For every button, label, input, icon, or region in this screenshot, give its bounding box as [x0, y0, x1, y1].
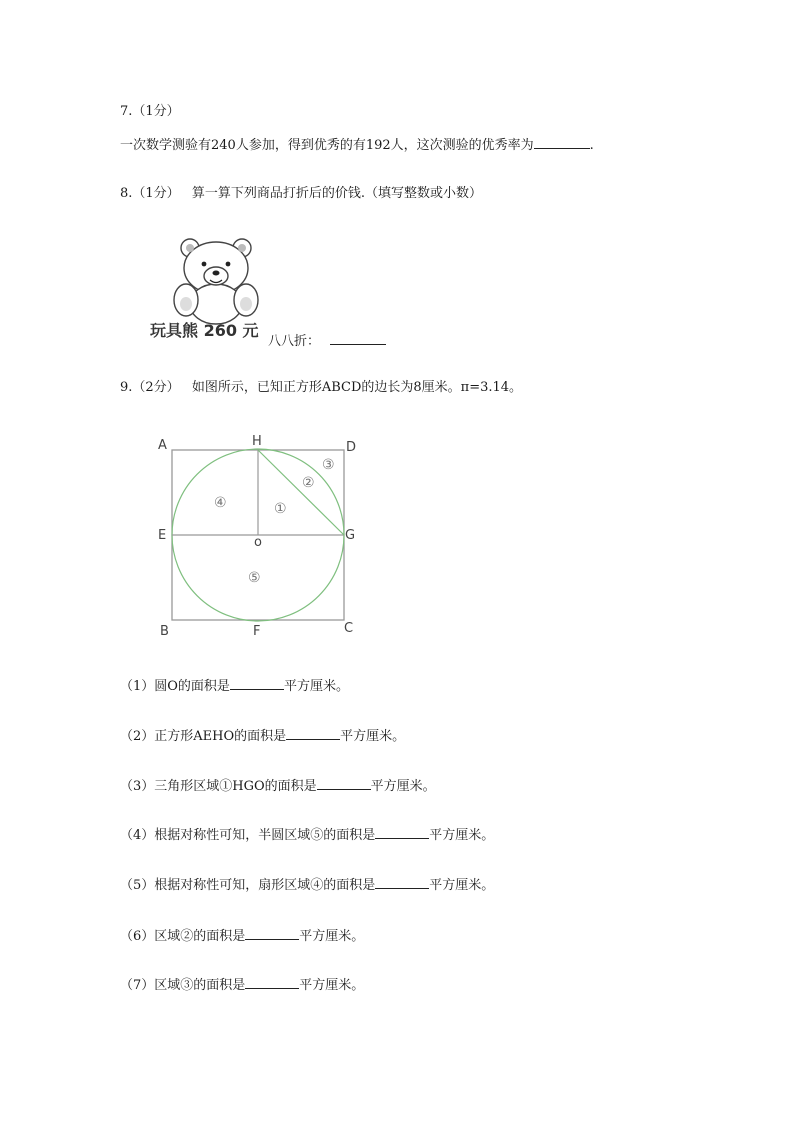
q8-discount — [268, 330, 386, 349]
q9-number: 9.（2分） — [120, 380, 180, 395]
q8-number: 8.（1分） — [120, 186, 180, 201]
q8-text: 算一算下列商品打折后的价钱.（填写整数或小数） — [191, 186, 482, 201]
q8-answer-blank[interactable] — [330, 332, 386, 345]
answer-blank[interactable] — [245, 976, 299, 989]
discount-label: 八八折： — [268, 334, 321, 349]
sub-question-text: （3）三角形区域①HGO的面积是 — [120, 779, 317, 794]
sub-question-text: （1）圆O的面积是 — [120, 679, 230, 694]
sub-question-unit: 平方厘米。 — [283, 679, 349, 694]
region-2: ② — [302, 475, 315, 491]
label-c: C — [344, 621, 354, 636]
q9-sub-1 — [120, 677, 349, 695]
label-h: H — [252, 434, 262, 449]
sub-question-unit: 平方厘米。 — [429, 828, 495, 843]
answer-blank[interactable] — [230, 677, 284, 690]
region-3: ③ — [322, 457, 335, 473]
geometry-figure — [150, 425, 370, 645]
region-5: ⑤ — [248, 570, 261, 586]
q7-number: 7.（1分） — [120, 104, 180, 119]
label-b: B — [160, 624, 169, 639]
sub-question-text: （7）区域③的面积是 — [120, 978, 246, 993]
answer-blank[interactable] — [245, 927, 299, 940]
sub-question-text: （5）根据对称性可知，扇形区域④的面积是 — [120, 878, 376, 893]
sub-question-unit: 平方厘米。 — [370, 779, 436, 794]
label-e: E — [158, 528, 167, 543]
label-o: o — [254, 535, 262, 550]
answer-blank[interactable] — [286, 727, 340, 740]
bear-caption: 玩具熊 260 元 — [150, 321, 259, 340]
q9-sub-2 — [120, 727, 405, 745]
answer-blank[interactable] — [375, 876, 429, 889]
label-d: D — [346, 440, 357, 455]
answer-blank[interactable] — [375, 826, 429, 839]
label-g: G — [345, 528, 356, 543]
sub-question-unit: 平方厘米。 — [340, 729, 406, 744]
q9-sub-3 — [120, 777, 436, 795]
q9-text: 如图所示，已知正方形ABCD的边长为8厘米。π=3.14。 — [191, 380, 523, 395]
q9-sub-4 — [120, 826, 494, 844]
sub-question-text: （2）正方形AEHO的面积是 — [120, 729, 287, 744]
sub-question-unit: 平方厘米。 — [299, 978, 365, 993]
q8-header — [120, 186, 482, 202]
label-f: F — [253, 624, 261, 639]
q7-end: . — [589, 138, 594, 153]
label-a: A — [158, 438, 167, 453]
q7-text: 一次数学测验有240人参加，得到优秀的有192人，这次测验的优秀率为 — [120, 138, 534, 153]
q9-sub-6 — [120, 927, 364, 945]
q7-answer-blank[interactable] — [534, 136, 590, 149]
sub-question-text: （6）区域②的面积是 — [120, 929, 246, 944]
sub-question-unit: 平方厘米。 — [299, 929, 365, 944]
answer-blank[interactable] — [317, 777, 371, 790]
q9-sub-5 — [120, 876, 494, 894]
sub-question-text: （4）根据对称性可知，半圆区域⑤的面积是 — [120, 828, 376, 843]
sub-question-unit: 平方厘米。 — [429, 878, 495, 893]
q9-sub-7 — [120, 976, 364, 994]
region-4: ④ — [214, 495, 227, 511]
region-1: ① — [274, 501, 287, 517]
q9-header — [120, 380, 522, 396]
q7-body — [120, 136, 594, 154]
